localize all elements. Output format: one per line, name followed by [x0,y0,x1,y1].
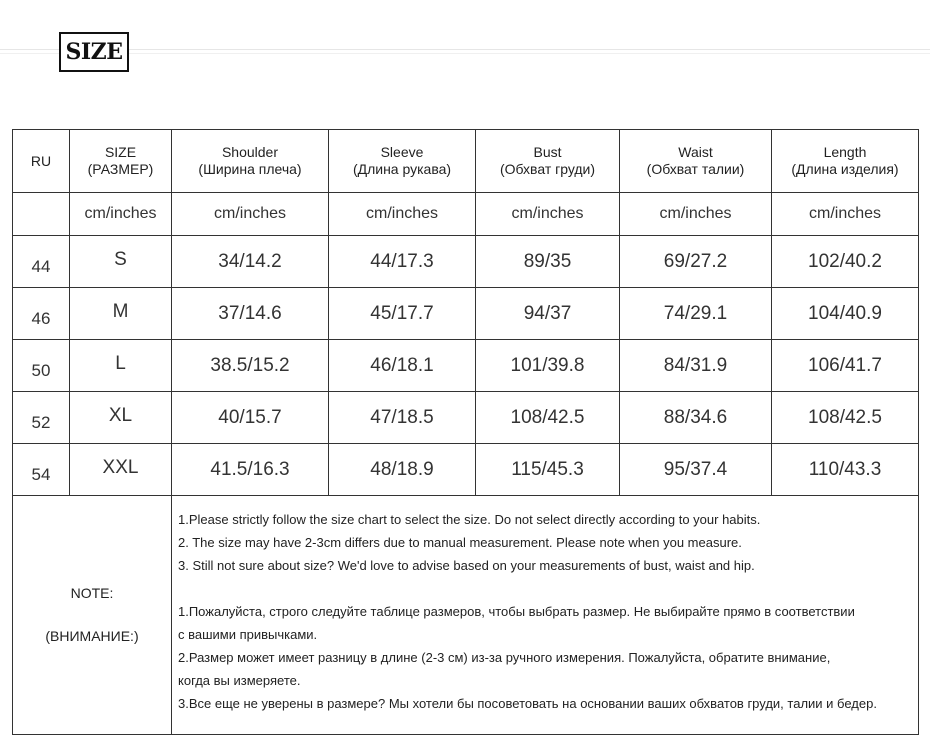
length-cell: 110/43.3 [772,444,919,496]
note-en-line: 1.Please strictly follow the size chart to select the size. Do not select directly according to your habits. [178,512,761,527]
sleeve-cell: 47/18.5 [329,392,476,444]
shoulder-cell: 37/14.6 [172,288,329,340]
header-divider [0,49,930,50]
ru-cell: 46 [13,288,70,340]
ru-cell: 54 [13,444,70,496]
note-text [172,496,919,735]
note-en-line: 3. Still not sure about size? We'd love to advise based on your measurements of bust, waist and hip. [178,558,755,573]
ru-cell: 50 [13,340,70,392]
unit-cell: cm/inches [172,193,329,236]
note-en-line: 2. The size may have 2-3cm differs due to manual measurement. Please note when you measure. [178,535,742,550]
size-cell: XL [70,392,172,444]
length-cell: 102/40.2 [772,236,919,288]
header-size: SIZE (РАЗМЕР) [70,130,172,193]
table-row [13,340,919,392]
ru-cell: 52 [13,392,70,444]
note-label: NOTE: (ВНИМАНИЕ:) [13,496,172,735]
length-cell: 108/42.5 [772,392,919,444]
note-row [13,496,919,735]
bust-cell: 94/37 [476,288,620,340]
note-ru-line: 1.Пожалуйста, строго следуйте таблице размеров, чтобы выбрать размер. Не выбирайте прямо в соответствии [178,604,855,619]
sleeve-cell: 44/17.3 [329,236,476,288]
length-cell: 106/41.7 [772,340,919,392]
unit-cell: cm/inches [772,193,919,236]
bust-cell: 101/39.8 [476,340,620,392]
units-row [13,193,919,236]
waist-cell: 69/27.2 [620,236,772,288]
header-ru: RU [13,130,70,193]
header-divider-shadow [0,53,930,54]
header-bust: Bust (Обхват груди) [476,130,620,193]
header-waist: Waist (Обхват талии) [620,130,772,193]
bust-cell: 115/45.3 [476,444,620,496]
waist-cell: 84/31.9 [620,340,772,392]
unit-cell: cm/inches [476,193,620,236]
waist-cell: 74/29.1 [620,288,772,340]
note-ru-line: 2.Размер может имеет разницу в длине (2-3 см) из-за ручного измерения. Пожалуйста, обратите внимание, [178,650,831,665]
size-chart-table [12,129,919,735]
size-cell: M [70,288,172,340]
note-ru-line: с вашими привычками. [178,627,318,642]
table-row [13,288,919,340]
sleeve-cell: 48/18.9 [329,444,476,496]
unit-cell [13,193,70,236]
size-cell: S [70,236,172,288]
length-cell: 104/40.9 [772,288,919,340]
unit-cell: cm/inches [70,193,172,236]
bust-cell: 108/42.5 [476,392,620,444]
table-row [13,392,919,444]
note-ru-line: когда вы измеряете. [178,673,301,688]
size-logo: SIZE [59,32,129,72]
unit-cell: cm/inches [329,193,476,236]
sleeve-cell: 45/17.7 [329,288,476,340]
ru-cell: 44 [13,236,70,288]
unit-cell: cm/inches [620,193,772,236]
shoulder-cell: 40/15.7 [172,392,329,444]
shoulder-cell: 38.5/15.2 [172,340,329,392]
sleeve-cell: 46/18.1 [329,340,476,392]
size-cell: XXL [70,444,172,496]
header-shoulder: Shoulder (Ширина плеча) [172,130,329,193]
bust-cell: 89/35 [476,236,620,288]
waist-cell: 88/34.6 [620,392,772,444]
header-row [13,130,919,193]
waist-cell: 95/37.4 [620,444,772,496]
header-sleeve: Sleeve (Длина рукава) [329,130,476,193]
header-length: Length (Длина изделия) [772,130,919,193]
shoulder-cell: 41.5/16.3 [172,444,329,496]
table-row [13,236,919,288]
note-ru-line: 3.Все еще не уверены в размере? Мы хотели бы посоветовать на основании ваших обхватов груди, талии и бедер. [178,696,877,711]
table-row [13,444,919,496]
shoulder-cell: 34/14.2 [172,236,329,288]
size-cell: L [70,340,172,392]
